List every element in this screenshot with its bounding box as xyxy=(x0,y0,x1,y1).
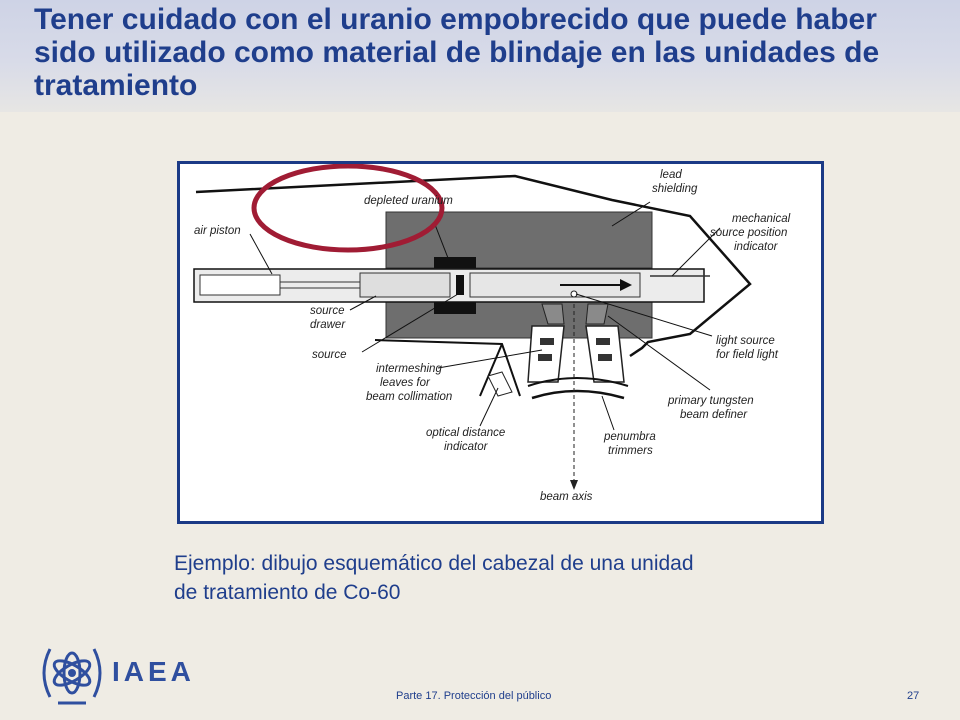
label-optical-2: indicator xyxy=(444,441,488,453)
label-primary-1: primary tungsten xyxy=(668,395,754,407)
slide-title: Tener cuidado con el uranio empobrecido que puede haber sido utilizado como material de blindaje en las unidades de tratamiento xyxy=(34,3,880,102)
leader-optical xyxy=(480,388,498,426)
label-primary-2: beam definer xyxy=(680,409,748,421)
label-intermeshing-1: intermeshing xyxy=(376,363,442,375)
caption-line-2: de tratamiento de Co-60 xyxy=(174,581,401,604)
optical-indicator-body xyxy=(488,372,512,396)
primary-tungsten-definer-right xyxy=(586,304,608,324)
label-light-source-2: for field light xyxy=(716,349,779,361)
highlight-ellipse xyxy=(254,166,442,250)
source-capsule xyxy=(456,275,464,295)
label-source: source xyxy=(312,349,347,361)
label-penumbra-1: penumbra xyxy=(604,431,656,443)
label-lead-shielding-1: lead xyxy=(660,169,682,181)
label-light-source-1: light source xyxy=(716,335,775,347)
caption-line-1: Ejemplo: dibujo esquemático del cabezal de una unidad xyxy=(174,552,694,575)
diagram-frame xyxy=(177,161,824,524)
label-depleted-uranium: depleted uranium xyxy=(364,195,453,207)
intermeshing-leaf-1 xyxy=(540,338,554,345)
intermeshing-leaf-3 xyxy=(596,338,610,345)
label-mechanical-3: indicator xyxy=(734,241,778,253)
label-source-drawer-1: source xyxy=(310,305,345,317)
depleted-uranium-lower xyxy=(434,302,476,314)
page-number: 27 xyxy=(907,690,920,702)
lead-shielding-upper xyxy=(386,212,652,268)
slide-footer: Parte 17. Protección del público xyxy=(396,690,552,702)
leader-air-piston xyxy=(250,234,272,274)
intermeshing-leaf-4 xyxy=(598,354,612,361)
penumbra-trimmer-lower xyxy=(532,391,624,398)
label-mechanical-1: mechanical xyxy=(732,213,791,225)
label-lead-shielding-2: shielding xyxy=(652,183,698,195)
iaea-wordmark: IAEA xyxy=(112,656,195,687)
depleted-uranium-upper xyxy=(434,257,476,268)
label-optical-1: optical distance xyxy=(426,427,506,439)
beam-axis-arrowhead xyxy=(570,480,578,490)
diagram-caption xyxy=(174,549,894,607)
label-source-drawer-2: drawer xyxy=(310,319,346,331)
label-beam-axis: beam axis xyxy=(540,491,593,503)
iaea-logo-icon xyxy=(36,637,108,709)
label-mechanical-2: source position xyxy=(710,227,788,239)
leader-penumbra xyxy=(602,396,614,430)
source-drawer xyxy=(360,273,450,297)
air-piston-body xyxy=(200,275,280,295)
label-intermeshing-3: beam collimation xyxy=(366,391,453,403)
label-air-piston: air piston xyxy=(194,225,241,237)
leader-intermeshing xyxy=(438,350,542,368)
label-penumbra-2: trimmers xyxy=(608,445,653,457)
label-intermeshing-2: leaves for xyxy=(380,377,430,389)
intermeshing-leaf-2 xyxy=(538,354,552,361)
cobalt-unit-schematic xyxy=(180,164,821,521)
